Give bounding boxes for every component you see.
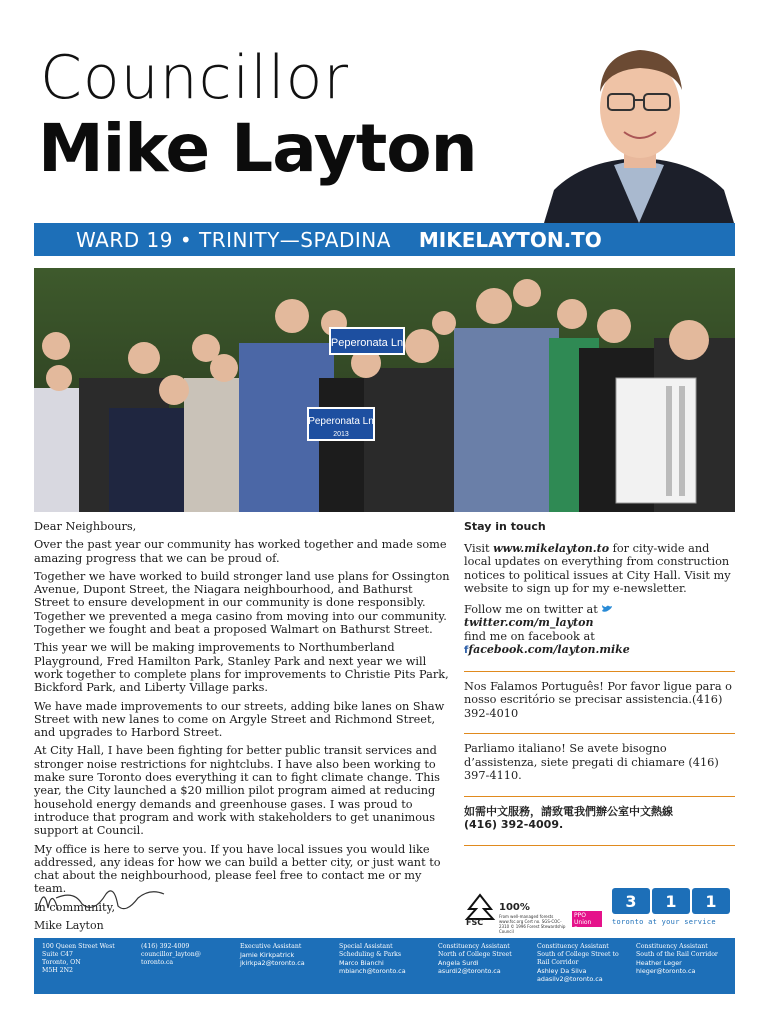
digit: 1: [692, 888, 730, 914]
letter-paragraph: At City Hall, I have been fighting for better public transit services and stronger noise restrictions for nightclubs. I have also been working to make sure Toronto does everything it can to fight climate change. This year, the City launched a $20 million pilot program aimed at reducing household energy demands and greenhouse gases. I was proud to introduce that program and work with stakeholders to get unanimous support at Council.: [34, 744, 440, 838]
letter-paragraph: Over the past year our community has worked together and made some amazing progress that we can be proud of.: [34, 538, 447, 565]
contact-footer: [34, 938, 735, 994]
office-email[interactable]: councillor_layton@: [141, 951, 201, 958]
ward-label: WARD 19 • TRINITY—SPADINA: [76, 227, 391, 252]
footer-column-staff: Constituency Assistant North of College Street Angela Surdi asurdi2@toronto.ca: [438, 943, 537, 994]
street-sign-1: Peperonata Ln: [330, 337, 404, 349]
staff-email[interactable]: jkirkpa2@toronto.ca: [240, 959, 305, 967]
portuguese-note: Nos Falamos Português! Por favor ligue para o nosso escritório se precisar assistencia.(416) 392-4010: [464, 679, 732, 720]
letter-body: [34, 520, 450, 919]
street-sign-2: Peperonata Ln: [308, 416, 374, 427]
chinese-note: 如需中文服務，請致電我們辦公室中文熱線 (416) 392-4009.: [464, 804, 673, 831]
letter-paragraph: This year we will be making improvements to Northumberland Playground, Fred Hamilton Park, Stanley Park and next year we will work together to complete plans for improvements to Christie Pits Park, Bickford Park, and Liberty Village parks.: [34, 641, 449, 695]
311-tagline: toronto at your service: [612, 918, 716, 926]
website-url-link[interactable]: www.mikelayton.to: [493, 541, 610, 555]
footer-column-staff: Special Assistant Scheduling & Parks Marco Bianchi mbianch@toronto.ca: [339, 943, 438, 994]
footer-column-address: 100 Queen Street West Suite C47 Toronto, ON M5H 2N2: [42, 943, 115, 974]
handwritten-signature: [34, 880, 174, 920]
fsc-fineprint: From well-managed forests www.fsc.org Cert no. SGS-COC-2310 © 1996 Forest Stewardship Council: [499, 914, 566, 934]
closing: In community,: [34, 900, 116, 914]
fsc-label: FSC: [466, 918, 484, 927]
footer-column-staff: Executive Assistant Jamie Kirkpatrick jkirkpa2@toronto.ca: [240, 943, 339, 994]
website-link[interactable]: MIKELAYTON.TO: [418, 227, 602, 252]
title-councillor: Councillor: [40, 43, 350, 113]
staff-email[interactable]: mbianch@toronto.ca: [339, 967, 406, 975]
twitter-bird-icon: [601, 605, 613, 614]
divider: [464, 845, 735, 846]
divider: [464, 796, 735, 797]
union-bug: PPO Union Bug: [572, 911, 602, 927]
toronto-311-logo: [612, 888, 737, 930]
office-phone[interactable]: (416) 392-4009: [141, 943, 190, 950]
ward-banner: [34, 223, 735, 256]
letter-paragraph: We have made improvements to our streets, adding bike lanes on Shaw Street with new lanes to come on Argyle Street and Richmond Street, and upgrades to Harbord Street.: [34, 699, 445, 740]
footer-column-staff: Constituency Assistant South of College Street to Rail Corridor Ashley Da Silva adasilv2@toronto.ca: [537, 943, 636, 994]
street-sign-year: 2013: [333, 431, 349, 438]
visit-website-text: Visit www.mikelayton.to for city-wide and local updates on everything from construction notices to political issues at City Hall. Visit my website to sign up for my e-newsletter.: [464, 541, 731, 595]
community-group-photo: [34, 268, 735, 512]
salutation: Dear Neighbours,: [34, 520, 137, 533]
footer-column-phone: (416) 392-4009 councillor_layton@ toronto.ca: [141, 943, 240, 994]
divider: [464, 733, 735, 734]
digit: 1: [652, 888, 690, 914]
italian-note: Parliamo italiano! Se avete bisogno d’assistenza, siete pregati di chiamare (416) 397-4110.: [464, 742, 719, 782]
stay-in-touch-heading: Stay in touch: [464, 520, 546, 533]
councillor-portrait: [544, 30, 734, 223]
fsc-percent: 100%: [499, 902, 530, 913]
divider: [464, 671, 735, 672]
footer-column-staff: Constituency Assistant South of the Rail Corridor Heather Leger hleger@toronto.ca: [636, 943, 735, 994]
social-links: Follow me on twitter at twitter.com/m_layton find me on facebook at ffacebook.com/layton.mike: [464, 602, 630, 656]
staff-email[interactable]: hleger@toronto.ca: [636, 967, 696, 975]
twitter-link[interactable]: twitter.com/m_layton: [464, 616, 594, 629]
letter-paragraph: Together we have worked to build stronger land use plans for Ossington Avenue, Dupont Street, the Niagara neighbourhood, and Bathurst Street to ensure development in our community is done responsibly. Together we prevented a mega casino from moving into our community. Together we fought and beat a proposed Walmart on Bathurst Street.: [34, 569, 450, 637]
staff-email[interactable]: adasilv2@toronto.ca: [537, 975, 603, 983]
letter-paragraph: My office is here to serve you. If you have local issues you would like addressed, any ideas for how we can build a better city, or just want to chat about the neighbourhood, please feel free to contact me or my team.: [34, 842, 441, 896]
title-name: Mike Layton: [38, 110, 477, 187]
staff-email[interactable]: asurdi2@toronto.ca: [438, 967, 501, 975]
signature-name: Mike Layton: [34, 919, 104, 932]
contact-sidebar: [464, 520, 735, 854]
facebook-link[interactable]: facebook.com/layton.mike: [468, 643, 630, 656]
digit: 3: [612, 888, 650, 914]
facebook-f-icon: f: [464, 645, 469, 656]
fsc-tree-icon: [463, 893, 497, 921]
